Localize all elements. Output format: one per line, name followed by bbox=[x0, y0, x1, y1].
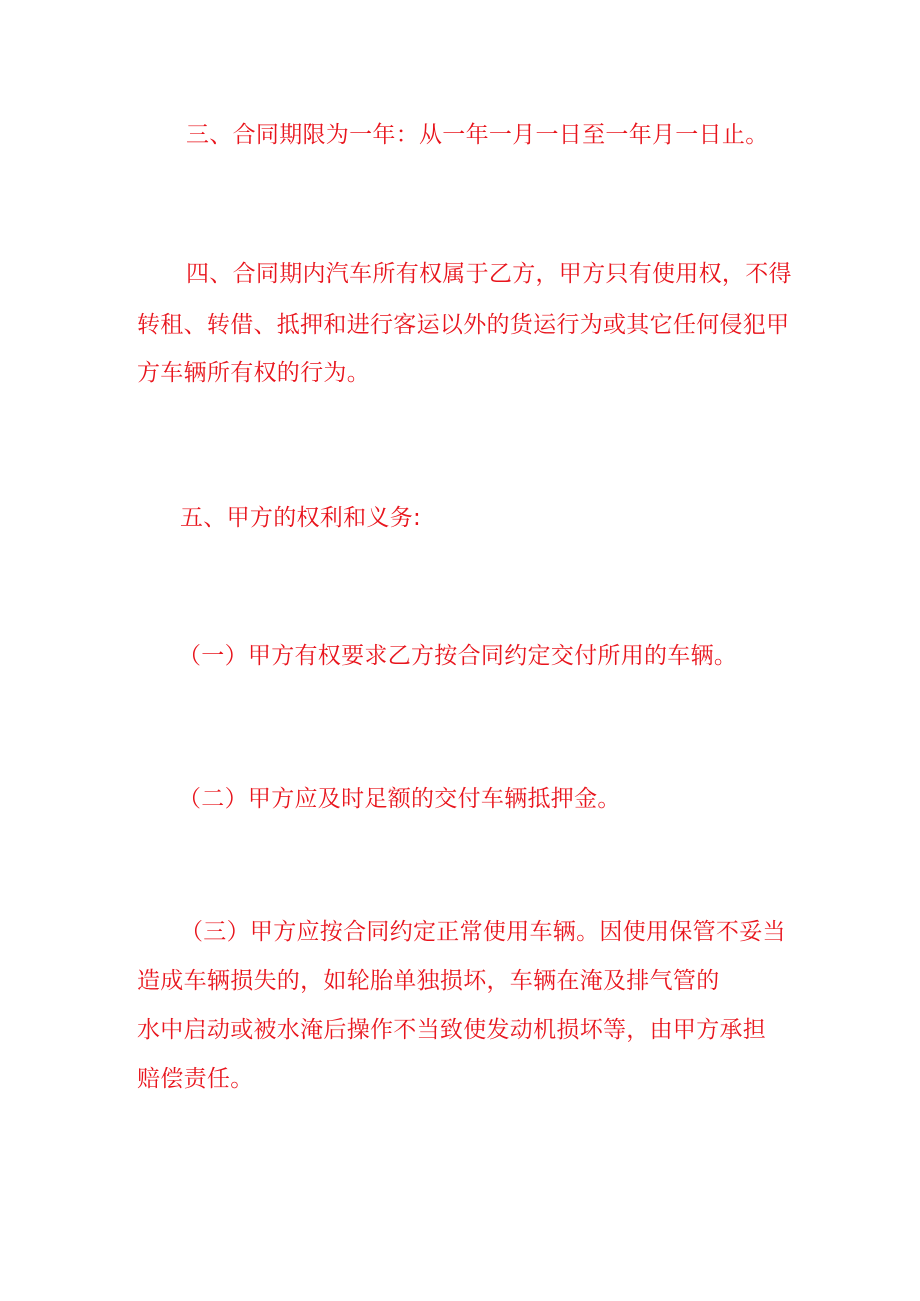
clause-5-item-3-line-1: （三）甲方应按合同约定正常使用车辆。因使用保管不妥当 bbox=[180, 919, 786, 945]
clause-3-text: 三、合同期限为一年：从一年一月一日至一年月一日止。 bbox=[186, 122, 769, 148]
clause-4-text-line-1: 四、合同期内汽车所有权属于乙方，甲方只有使用权，不得 bbox=[186, 261, 792, 287]
clause-5-item-3-line-2: 造成车辆损失的，如轮胎单独损坏，车辆在淹及排气管的 bbox=[137, 968, 720, 994]
clause-4-text-line-3: 方车辆所有权的行为。 bbox=[137, 360, 370, 386]
clause-5-item-1: （一）甲方有权要求乙方按合同约定交付所用的车辆。 bbox=[178, 643, 738, 669]
clause-4-text-line-2: 转租、转借、抵押和进行客运以外的货运行为或其它任何侵犯甲 bbox=[137, 312, 790, 338]
clause-5-heading: 五、甲方的权利和义务: bbox=[180, 505, 422, 531]
clause-5-item-3-line-3: 水中启动或被水淹后操作不当致使发动机损坏等，由甲方承担 bbox=[137, 1017, 767, 1043]
clause-5-item-2: （二）甲方应及时足额的交付车辆抵押金。 bbox=[178, 786, 621, 812]
clause-5-item-3-line-4: 赔偿责任。 bbox=[137, 1066, 254, 1092]
